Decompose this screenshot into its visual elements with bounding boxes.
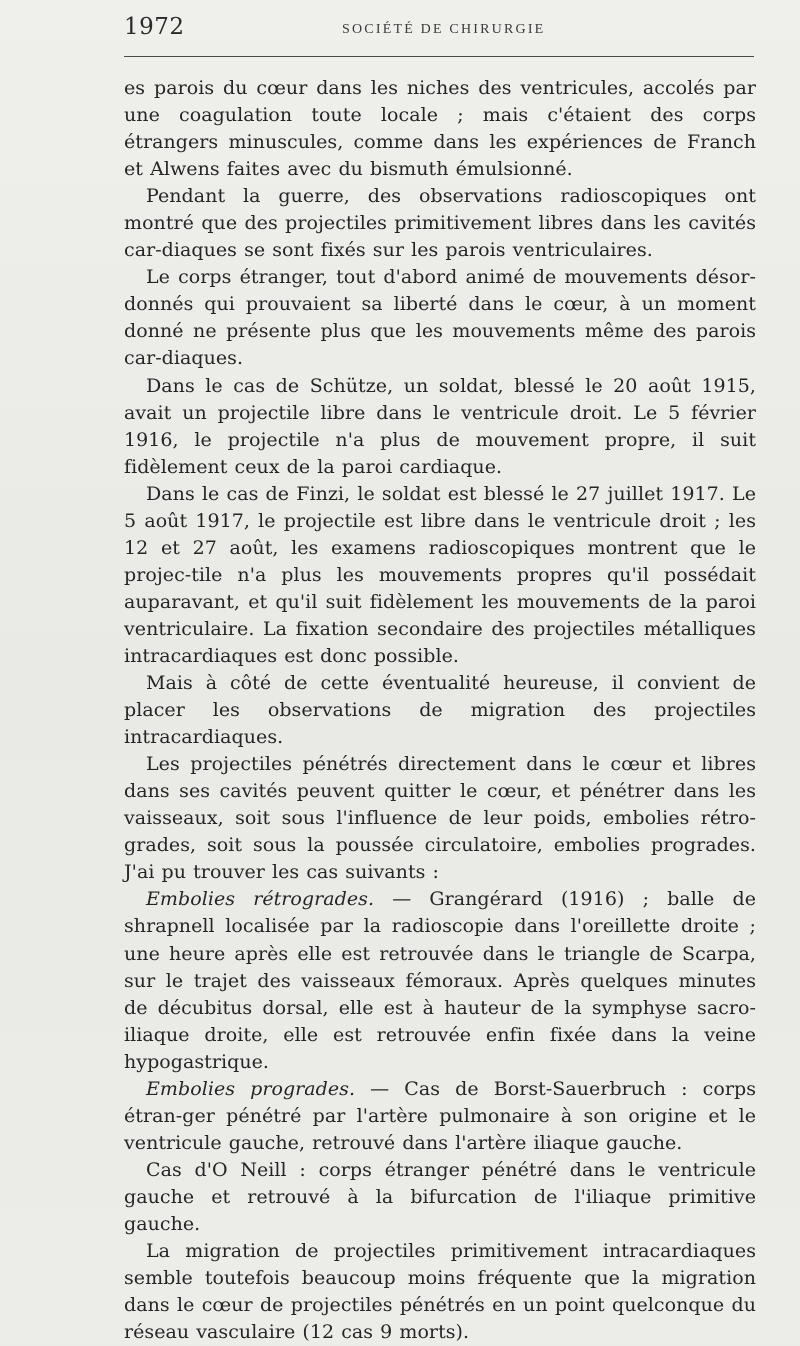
- paragraph-8-text: Grangérard (1916) ; balle de shrapnell localisée par la radioscopie dans l'oreillette droite ; une heure après elle est retrouvée dans le triangle de Scarpa, sur le trajet des vaisseaux fémoraux. Après quelques minutes de décubitus dorsal, elle est à hauteur de la symphyse sacro-iliaque droite, elle est retrouvée enfin fixée dans la veine hypogastrique.: [124, 888, 756, 1073]
- header-rule: [124, 56, 754, 57]
- paragraph-9-text: Cas de Borst-Sauerbruch : corps étran-ger pénétré par l'artère pulmonaire à son origine et le ventricule gauche, retrouvé dans l'artère iliaque gauche.: [124, 1077, 757, 1154]
- paragraph-8: [124, 886, 756, 1075]
- paragraph-3: Le corps étranger, tout d'abord animé de mouvements désor-donnés qui prouvaient sa liberté dans le cœur, à un moment donné ne présente plus que les mouvements même des parois car-diaques.: [124, 266, 756, 370]
- paragraph-8-lead: Embolies rétrogrades. —: [146, 888, 412, 911]
- body-text: [124, 75, 756, 1346]
- running-head: [0, 14, 800, 44]
- paragraph-5: Dans le cas de Finzi, le soldat est blessé le 27 juillet 1917. Le 5 août 1917, le projectile est libre dans le ventricule droit ; les 12 et 27 août, les examens radioscopiques montrent que le projec-tile n'a plus les mouvements propres qu'il possédait auparavant, et qu'il suit fidèlement les mouvements de la paroi ventriculaire. La fixation secondaire des projectiles métalliques intracardiaques est donc possible.: [124, 482, 756, 667]
- paragraph-6: Mais à côté de cette éventualité heureuse, il convient de placer les observations de migration des projectiles intracardiaques.: [124, 672, 756, 749]
- paragraph-4: Dans le cas de Schütze, un soldat, blessé le 20 août 1915, avait un projectile libre dans le ventricule droit. Le 5 février 1916, le projectile n'a plus de mouvement propre, il suit fidèlement ceux de la paroi cardiaque.: [124, 374, 756, 478]
- paragraph-9: [124, 1076, 756, 1157]
- paragraph-11: La migration de projectiles primitivement intracardiaques semble toutefois beaucoup moins fréquente que la migration dans le cœur de projectiles pénétrés en un point quelconque du réseau vasculaire (12 cas 9 morts).: [124, 1240, 756, 1344]
- page-number: 1972: [124, 14, 185, 40]
- paragraph-9-lead: Embolies progrades. —: [146, 1077, 390, 1100]
- paragraph-1: es parois du cœur dans les niches des ventricules, accolés par une coagulation toute locale ; mais c'étaient des corps étrangers minuscules, comme dans les expériences de Franch et Alwens faites avec du bismuth émulsionné.: [124, 77, 756, 181]
- paragraph-7: Les projectiles pénétrés directement dans le cœur et libres dans ses cavités peuvent quitter le cœur, et pénétrer dans les vaisseaux, soit sous l'influence de leur poids, embolies rétro-grades, soit sous la poussée circulatoire, embolies progrades. J'ai pu trouver les cas suivants :: [124, 753, 756, 884]
- paragraph-10: Cas d'O Neill : corps étranger pénétré dans le ventricule gauche et retrouvé à la bifurcation de l'iliaque primitive gauche.: [124, 1158, 756, 1235]
- running-title: SOCIÉTÉ DE CHIRURGIE: [342, 22, 546, 37]
- paragraph-2: Pendant la guerre, des observations radioscopiques ont montré que des projectiles primitivement libres dans les cavités car-diaques se sont fixés sur les parois ventriculaires.: [124, 185, 756, 262]
